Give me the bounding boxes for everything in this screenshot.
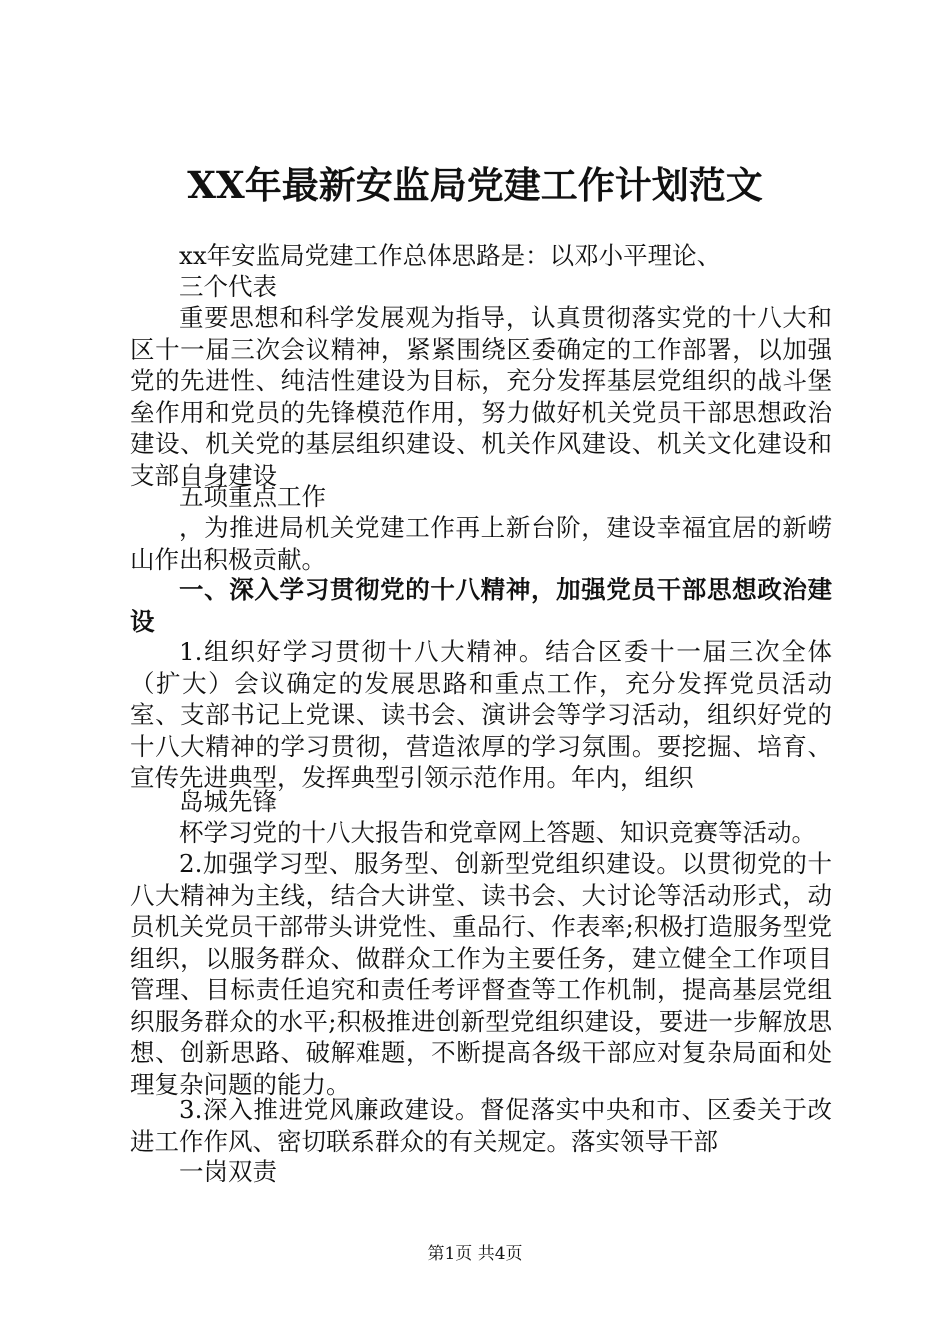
- paragraph-8: 杯学习党的十八大报告和党章网上答题、知识竞赛等活动。: [179, 818, 816, 847]
- paragraph-12: 一岗双责: [179, 1157, 277, 1186]
- paragraph-3: 重要思想和科学发展观为指导，认真贯彻落实党的十八大和区十一届三次会议精神，紧紧围绕区委确定的工作部署，以加强党的先进性、纯洁性建设为目标，充分发挥基层党组织的战斗堡垒作用和党员的先锋模范作用，努力做好机关党员干部思想政治建设、机关党的基层组织建设、机关作风建设、机关文化建设和支部自身建设: [130, 303, 832, 490]
- paragraph-5: ，为推进局机关党建工作再上新台阶，建设幸福宜居的新崂山作出积极贡献。: [130, 513, 832, 574]
- paragraph-item-3: 3.深入推进党风廉政建设。督促落实中央和市、区委关于改进工作作风、密切联系群众的有关规定。落实领导干部: [130, 1095, 832, 1156]
- section-heading-1: 一、深入学习贯彻党的十八精神，加强党员干部思想政治建设: [130, 575, 832, 636]
- document-title: XX年最新安监局党建工作计划范文: [187, 163, 763, 207]
- page-number-footer: 第1页 共4页: [427, 1244, 523, 1264]
- paragraph-4: 五项重点工作: [179, 482, 326, 511]
- paragraph-7: 岛城先锋: [179, 787, 277, 816]
- paragraph-item-2: 2.加强学习型、服务型、创新型党组织建设。以贯彻党的十八大精神为主线，结合大讲堂、读书会、大讨论等活动形式，动员机关党员干部带头讲党性、重品行、作表率;积极打造服务型党组织，以服务群众、做群众工作为主要任务，建立健全工作项目管理、目标责任追究和责任考评督查等工作机制，提高基层党组织服务群众的水平;积极推进创新型党组织建设，要进一步解放思想、创新思路、破解难题，不断提高各级干部应对复杂局面和处理复杂问题的能力。: [130, 849, 832, 1099]
- paragraph-2: 三个代表: [179, 272, 277, 301]
- paragraph-item-1: 1.组织好学习贯彻十八大精神。结合区委十一届三次全体（扩大）会议确定的发展思路和重点工作，充分发挥党员活动室、支部书记上党课、读书会、演讲会等学习活动，组织好党的十八大精神的学习贯彻，营造浓厚的学习氛围。要挖掘、培育、宣传先进典型，发挥典型引领示范作用。年内，组织: [130, 637, 832, 792]
- paragraph-1: xx年安监局党建工作总体思路是：以邓小平理论、: [179, 241, 722, 270]
